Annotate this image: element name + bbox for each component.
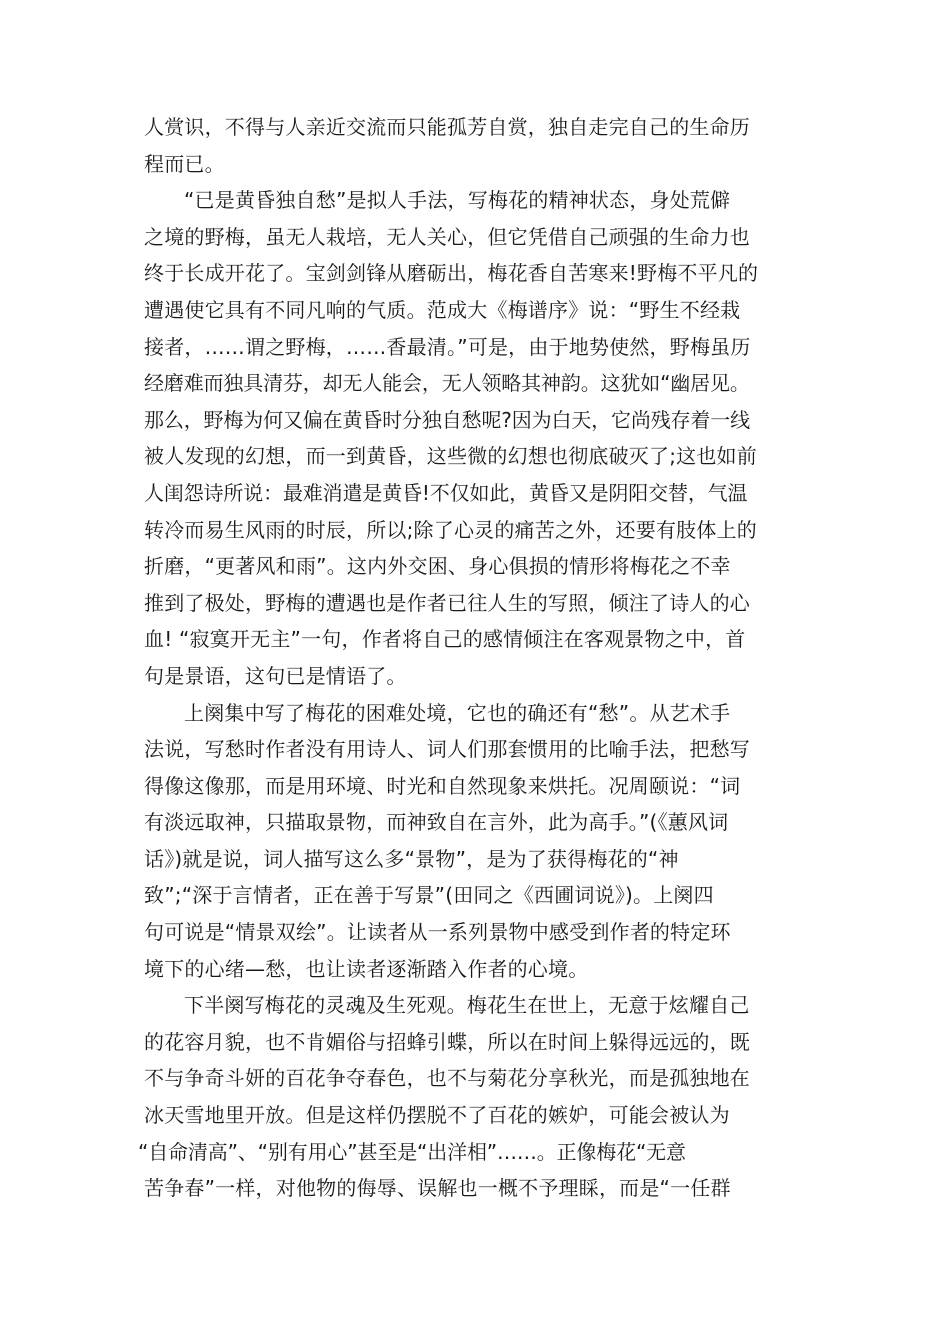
text-line: “自命清高”、“别有用心”甚至是“出洋相”……。正像梅花“无意 <box>138 1139 686 1164</box>
text-line: 上阕集中写了梅花的困难处境，它也的确还有“愁”。从艺术手 <box>184 700 731 725</box>
text-line: 下半阕写梅花的灵魂及生死观。梅花生在世上，无意于炫耀自己 <box>184 993 750 1018</box>
text-line: 人闺怨诗所说：最难消遣是黄昏!不仅如此，黄昏又是阴阳交替，气温 <box>144 480 748 505</box>
text-line: 境下的心绪—愁，也让读者逐渐踏入作者的心境。 <box>144 956 589 981</box>
text-line: 话》)就是说，词人描写这么多“景物”，是为了获得梅花的“神 <box>144 846 679 871</box>
text-line: 被人发现的幻想，而一到黄昏，这些微的幻想也彻底破灭了;这也如前 <box>144 444 757 469</box>
paragraph-1 <box>144 109 844 182</box>
paragraph-3 <box>144 695 844 988</box>
paragraph-4 <box>138 987 844 1207</box>
text-line: 苦争春”一样，对他物的侮辱、误解也一概不予理睬，而是“一任群 <box>144 1176 731 1201</box>
paragraph-2 <box>144 182 844 694</box>
text-line: 法说，写愁时作者没有用诗人、词人们那套惯用的比喻手法，把愁写 <box>144 737 750 762</box>
text-line: 得像这像那，而是用环境、时光和自然现象来烘托。况周颐说：“词 <box>144 773 741 798</box>
text-line: 程而已。 <box>144 151 225 176</box>
text-line: 终于长成开花了。宝剑剑锋从磨砺出，梅花香自苦寒来!野梅不平凡的 <box>144 261 759 286</box>
text-line: 折磨，“更著风和雨”。这内外交困、身心俱损的情形将梅花之不幸 <box>144 554 731 579</box>
text-line: 句可说是“情景双绘”。让读者从一系列景物中感受到作者的特定环 <box>144 920 731 945</box>
text-line: 推到了极处，野梅的遭遇也是作者已往人生的写照，倾注了诗人的心 <box>144 590 750 615</box>
text-line: “已是黄昏独自愁”是拟人手法，写梅花的精神状态，身处荒僻 <box>184 188 731 213</box>
text-line: 致”;“深于言情者，正在善于写景”(田同之《西圃词说》)。上阕四 <box>144 883 714 908</box>
text-line: 之境的野梅，虽无人栽培，无人关心，但它凭借自己顽强的生命力也 <box>144 224 750 249</box>
text-line: 人赏识，不得与人亲近交流而只能孤芳自赏，独自走完自己的生命历 <box>144 115 750 139</box>
text-line: 句是景语，这句已是情语了。 <box>144 663 407 688</box>
text-line: 不与争奇斗妍的百花争夺春色，也不与菊花分享秋光，而是孤独地在 <box>144 1066 750 1091</box>
text-line: 那么，野梅为何又偏在黄昏时分独自愁呢?因为白天，它尚残存着一线 <box>144 407 750 432</box>
text-line: 的花容月貌，也不肯媚俗与招蜂引蝶，所以在时间上躲得远远的，既 <box>144 1029 750 1054</box>
text-line: 冰天雪地里开放。但是这样仍摆脱不了百花的嫉妒，可能会被认为 <box>144 1103 730 1128</box>
text-line: 转冷而易生风雨的时辰，所以;除了心灵的痛苦之外，还要有肢体上的 <box>144 517 757 542</box>
text-line: 接者，……谓之野梅，……香最清。”可是，由于地势使然，野梅虽历 <box>144 334 751 359</box>
text-line: 遭遇使它具有不同凡响的气质。范成大《梅谱序》说：“野生不经栽 <box>144 297 741 322</box>
document-body <box>138 109 844 1207</box>
text-line: 血! “寂寞开无主”一句，作者将自己的感情倾注在客观景物之中，首 <box>144 627 746 652</box>
text-line: 经磨难而独具清芬，却无人能会，无人领略其神韵。这犹如“幽居见。 <box>144 371 750 396</box>
text-line: 有淡远取神，只描取景物，而神致自在言外，此为高手。”(《蕙风词 <box>144 810 729 835</box>
